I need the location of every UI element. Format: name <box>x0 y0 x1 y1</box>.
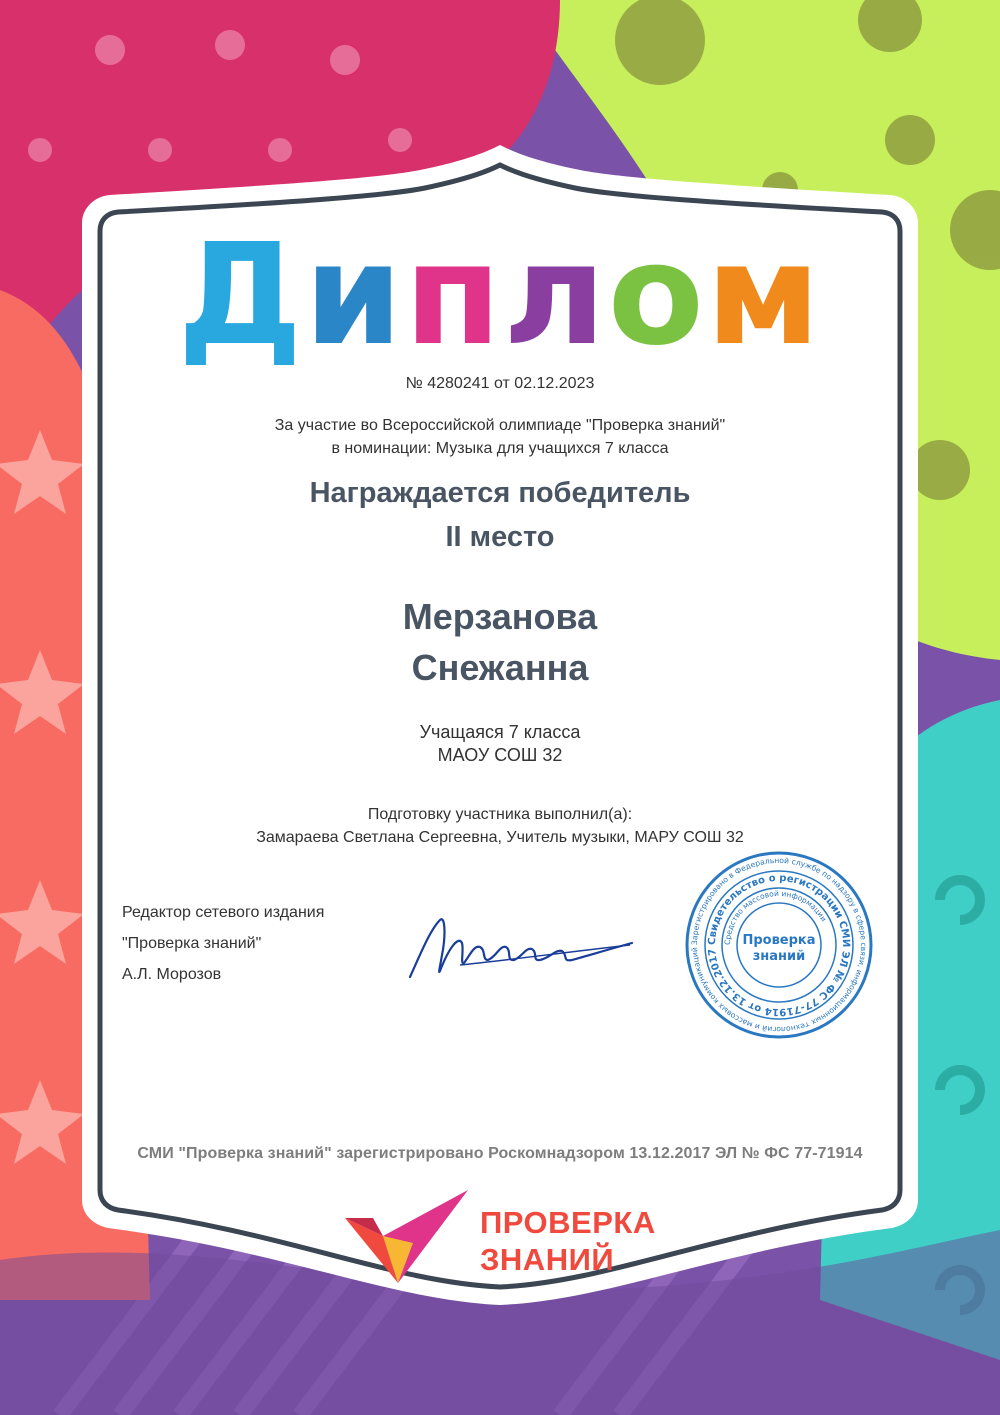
diploma-title <box>0 214 1000 377</box>
checkmark-logo-icon <box>343 1188 473 1288</box>
logo-text-line2: ЗНАНИЙ <box>480 1242 615 1277</box>
title-letter: м <box>705 214 823 377</box>
stamp-center-line2: знаний <box>752 949 806 964</box>
logo-text-line1: ПРОВЕРКА <box>480 1205 656 1240</box>
stamp-center-line1: Проверка <box>742 933 816 948</box>
award-heading: Награждается победитель <box>309 477 691 509</box>
recipient-position: Учащаяся 7 класса <box>419 722 581 742</box>
svg-text:Диплом <box>178 214 823 377</box>
official-stamp <box>684 850 874 1040</box>
recipient-school: МАОУ СОШ 32 <box>437 745 563 765</box>
award-place: II место <box>445 521 555 553</box>
stamp-inner-text: Свидетельство о регистрации СМИ ЭЛ № ФС 77-71914 от 13.12.2017 <box>706 872 852 1018</box>
stamp-outer-text: Зарегистрировано в Федеральной службе по надзору в сфере связи, информационных технологий и массовых коммуникаций <box>689 855 869 1035</box>
title-letter: и <box>304 214 405 377</box>
registration-note: СМИ "Проверка знаний" зарегистрировано Роскомнадзором 13.12.2017 ЭЛ № ФС 77-71914 <box>137 1145 863 1162</box>
diploma-title-graphic <box>177 214 823 377</box>
stamp-innermost-text: Средство массовой информации <box>722 888 829 946</box>
editor-signature <box>400 905 640 995</box>
recipient-surname: Мерзанова <box>402 596 598 637</box>
title-letter: о <box>607 214 706 377</box>
recipient-given-name: Снежанна <box>411 647 589 688</box>
editor-name: А.Л. Морозов <box>122 966 222 983</box>
title-letter: Д <box>177 214 305 377</box>
preparation-label: Подготовку участника выполнил(а): <box>367 806 633 823</box>
title-letter: п <box>404 214 504 377</box>
participation-line: За участие во Всероссийской олимпиаде "Проверка знаний" <box>274 417 726 434</box>
diploma-number: № 4280241 от 02.12.2023 <box>405 375 595 392</box>
editor-publication: "Проверка знаний" <box>122 935 262 952</box>
editor-title: Редактор сетевого издания <box>122 904 325 921</box>
preparation-teacher: Замараева Светлана Сергеевна, Учитель музыки, МАРУ СОШ 32 <box>256 829 744 846</box>
title-letter: л <box>503 214 608 377</box>
nomination-line: в номинации: Музыка для учащихся 7 класса <box>331 440 669 457</box>
